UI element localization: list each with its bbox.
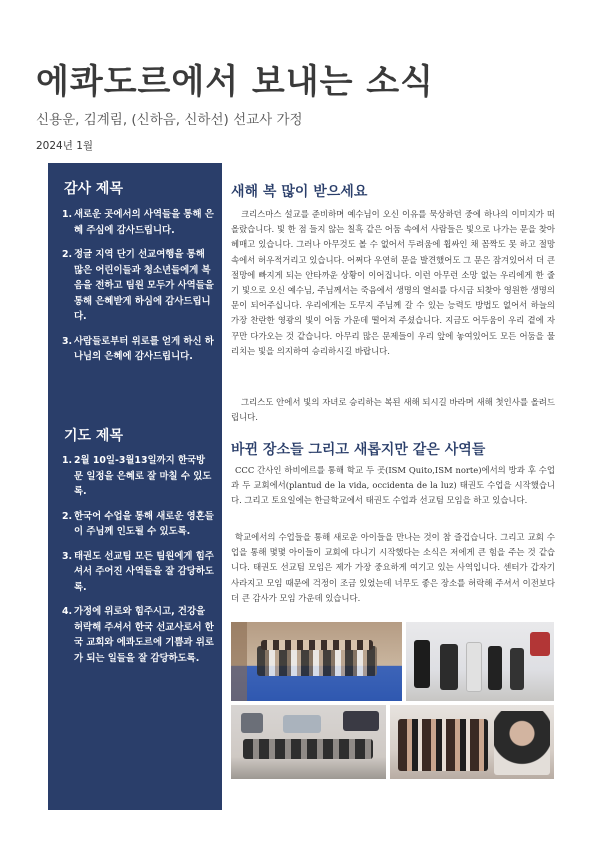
prayer-item: 1. 2월 10일-3월13일까지 한국방문 일정을 은혜로 잘 마칠 수 있도록.: [62, 455, 212, 497]
paragraph: 학교에서의 수업들을 통해 새로운 아이들을 만나는 것이 참 즐겁습니다. 그리고 교회 수업을 통해 몇몇 아이들이 교회에 다니기 시작했다는 소식은 저에게 큰 힘을 주는 것 같습니다. 태권도 선교팀 모임은 제가 가장 중요하게 여기고 있는 사역입니다. 센터가 갑자기 사라지고 모임 때문에 걱정이 조금 있었는데 너무도 좋은 장소를 허락해 주셔서 이전보다 더 큰 감사가 모임 가운데 있습니다.: [231, 532, 555, 603]
page-title: 에콰도르에서 보내는 소식: [36, 62, 434, 102]
section-heading-ministry: 바뀐 장소들 그리고 새롭지만 같은 사역들: [231, 442, 486, 458]
prayer-item: 4. 가정에 위로와 힘주시고, 건강을 허락해 주셔서 한국 선교사로서 한국 교회와 에콰도르에 기쁨과 위로가 되는 일들을 잘 감당하도록.: [62, 606, 214, 664]
prayer-item: 3. 태권도 선교팀 모든 팀원에게 힘주셔서 주어진 사역들을 잘 감당하도록.: [62, 550, 214, 593]
thanks-list: [62, 207, 214, 374]
church-room-photo: [231, 705, 386, 779]
prayer-item: 2. 한국어 수업을 통해 새로운 영혼들이 주님께 인도될 수 있도록.: [62, 510, 214, 537]
newsletter-date: 2024년 1월: [36, 140, 94, 152]
prayer-list: [62, 453, 214, 675]
group-photo-gym: [231, 622, 402, 701]
thanks-heading: 감사 제목: [64, 181, 123, 197]
paragraph: 그리스도 안에서 빛의 자녀로 승리하는 복된 새해 되시길 바라며 새해 첫인사를 올려드립니다.: [231, 397, 555, 423]
authors-line: 신용운, 김계림, (신하음, 신하선) 선교사 가정: [36, 112, 303, 128]
thanks-item: 3. 사람들로부터 위로를 얻게 하신 하나님의 은혜에 감사드립니다.: [62, 335, 214, 362]
prayer-heading: 기도 제목: [64, 428, 123, 444]
section-heading-new-year: 새해 복 많이 받으세요: [231, 184, 368, 200]
paragraph: 크리스마스 설교를 준비하며 예수님이 오신 이유를 묵상하던 중에 하나의 이미지가 떠올랐습니다. 빛 한 점 들지 않는 칠흑 같은 어둠 속에서 사람들은 빛으로 나가는 문을 찾아 헤매고 있습니다. 그러나 아무것도 볼 수 없어서 두려움에 휩싸인 채 꼼짝도 못 하고 절망 속에서 허우적거리고 있습니다. 어쩌다 우연히 문을 발견했어도 그 문은 잠겨있어서 더 큰 절망에 빠지게 되는 안타까운 상황이 이어집니다. 이런 아무런 소망 없는 우리에게 한 줄기 빛으로 오신 예수님, 주님께서는 죽음에서 생명의 열쇠를 다시금 되찾아 영원한 생명의 문이 되어주십니다. 우리에게는 도무지 주님께 갈 수 있는 능력도 방법도 없어서 하늘의 가장 찬란한 영광의 빛이 어둠 가운데 떨어져 주셨습니다. 지금도 어두움이 우리 곁에 자꾸만 다가오는 것 같습니다. 아무리 많은 문제들이 우리 앞에 놓여있어도 모든 어둠을 물리치는 빛을 의지하여 승리하시길 바랍니다.: [231, 209, 555, 356]
paragraph: CCC 간사인 하비에르를 통해 학교 두 곳(ISM Quito,ISM norte)에서의 방과 후 수업과 두 교회에서(plantud de la vida, occidenta de la luz) 태권도 수업을 시작했습니다. 그리고 토요일에는 한글학교에서 태권도 수업과 선교팀 모임을 하고 있습니다.: [231, 465, 555, 506]
sidebar-panel: [48, 163, 222, 810]
thanks-item: 2. 정글 지역 단기 선교여행을 통해 많은 어린이들과 청소년들에게 복음을 전하고 팀원 모두가 사역들을 통해 은혜받게 하심에 감사드립니다.: [62, 249, 214, 322]
taekwondo-class-photo: [406, 622, 554, 701]
team-gathering-photo: [390, 705, 554, 779]
thanks-item: 1. 새로운 곳에서의 사역들을 통해 은혜 주심에 감사드립니다.: [62, 209, 214, 236]
